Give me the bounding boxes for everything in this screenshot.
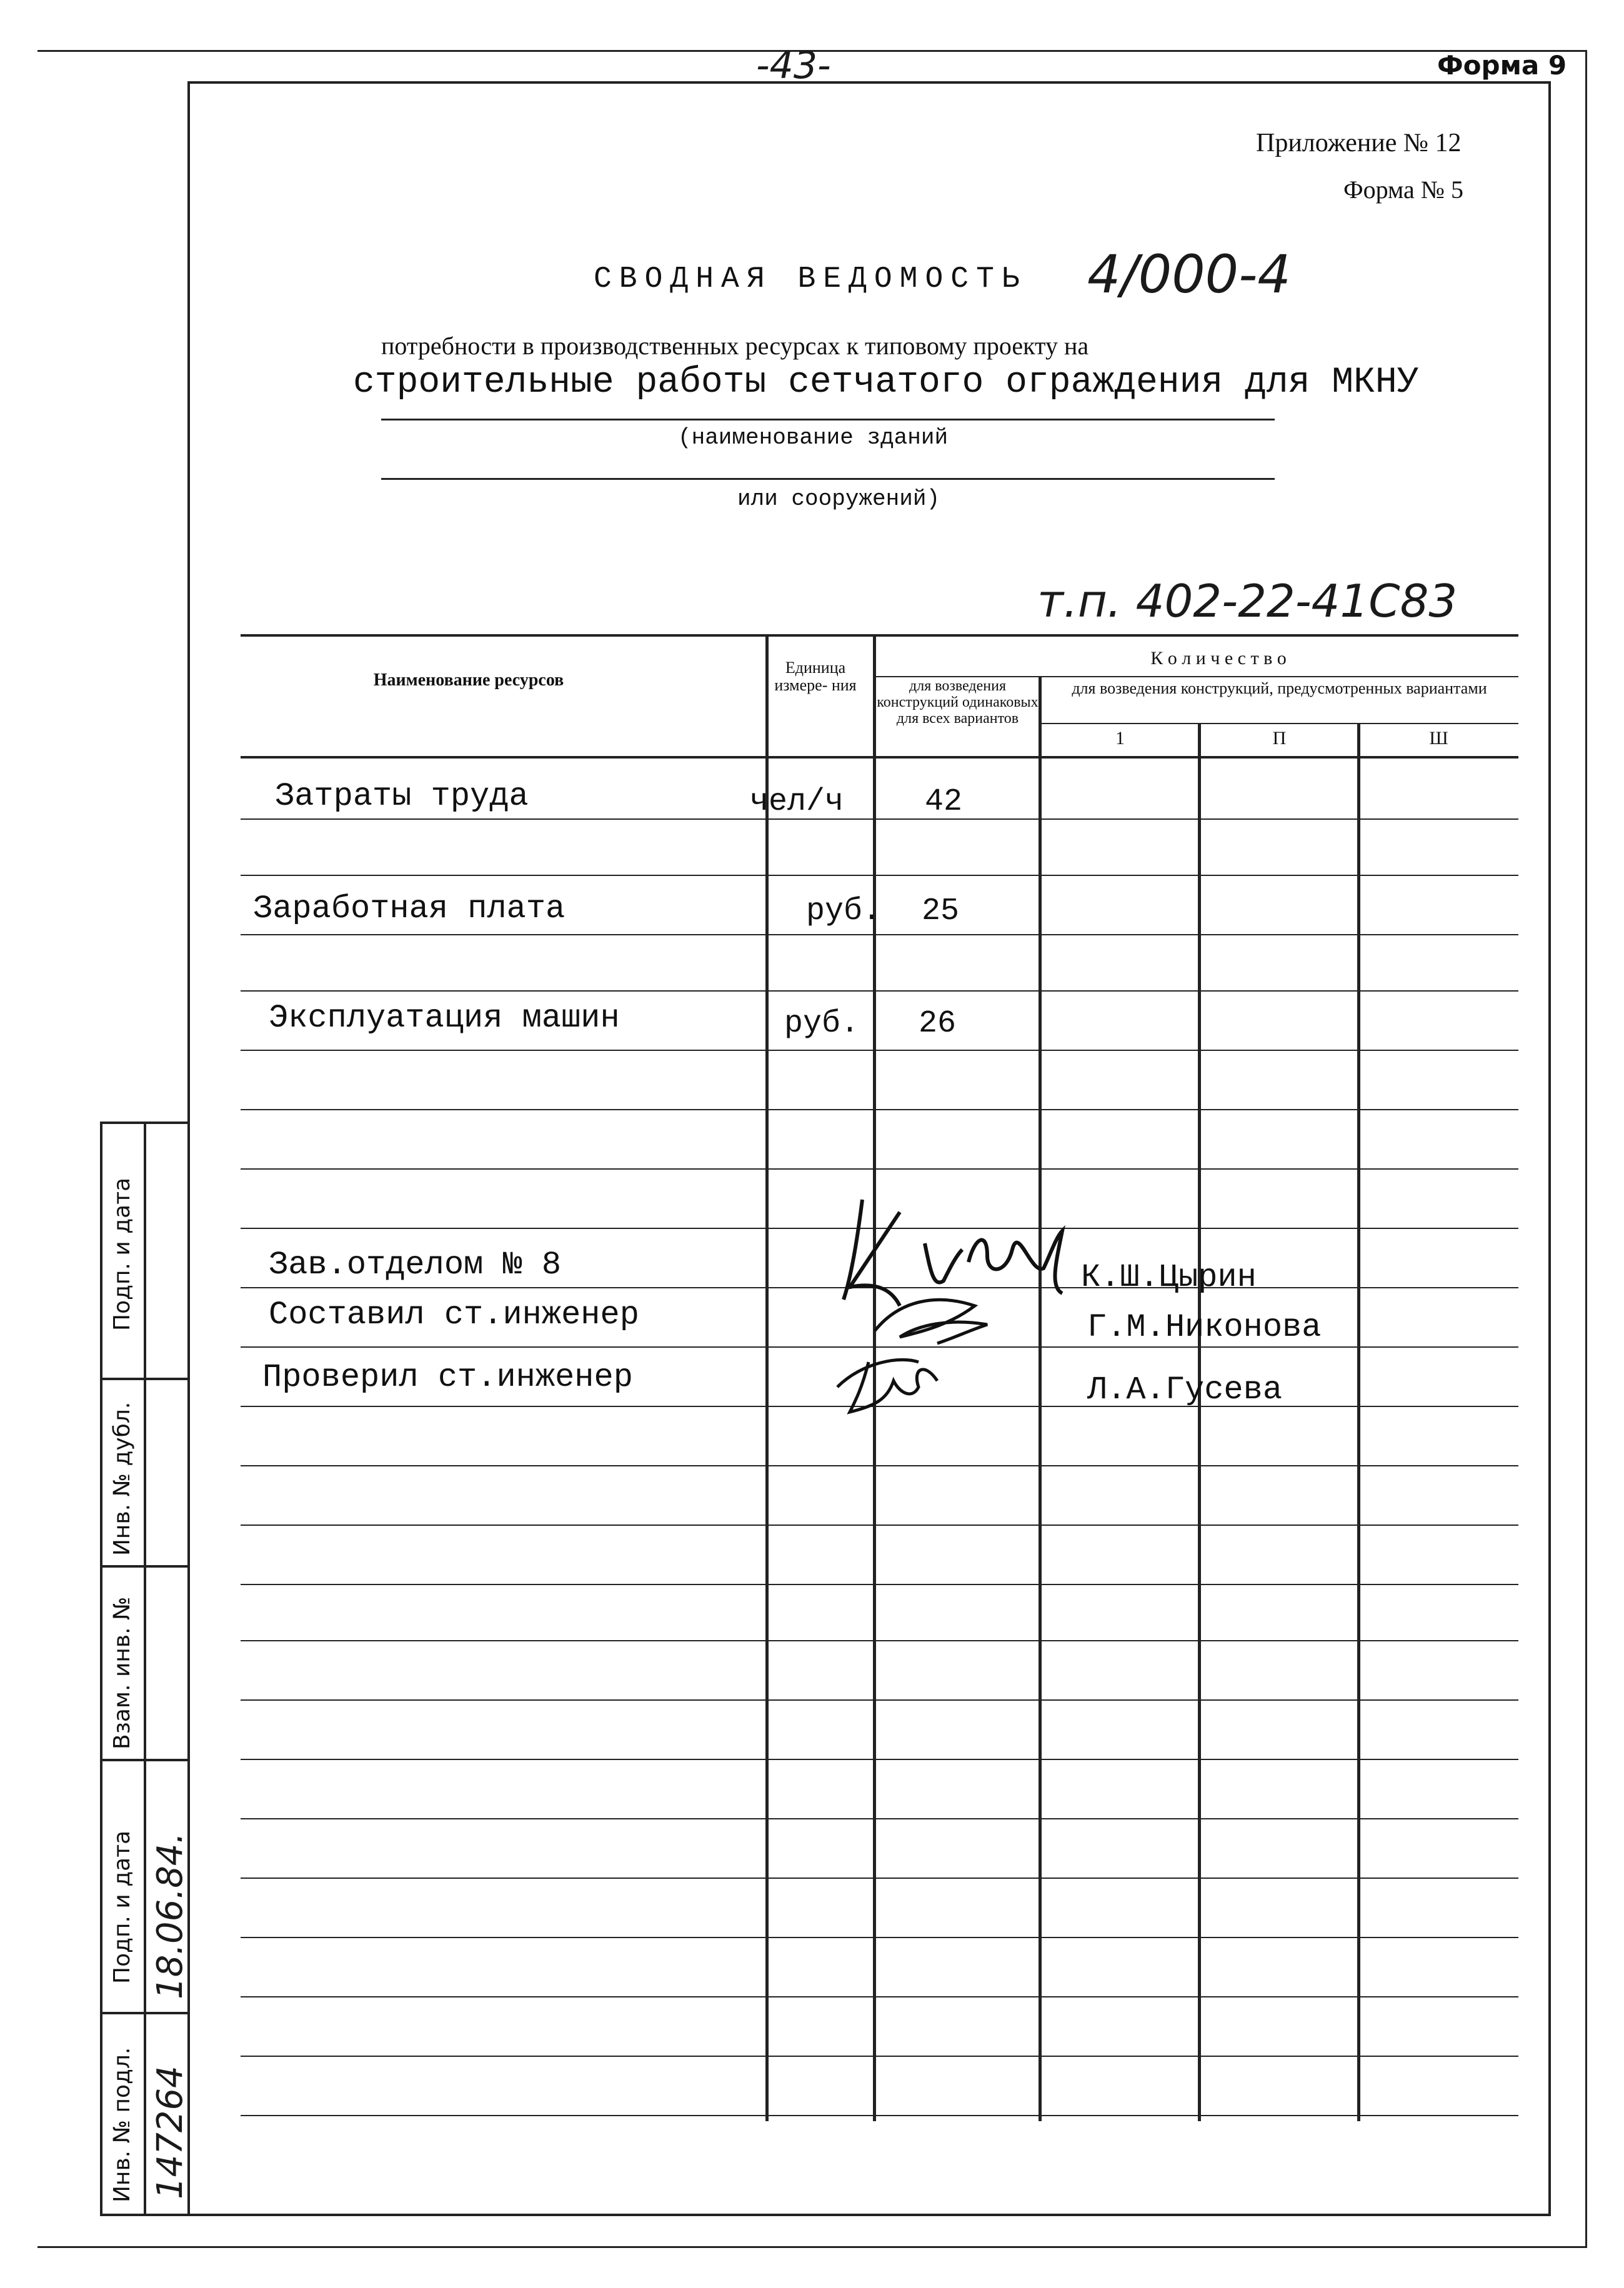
- row-2-value: 25: [922, 893, 960, 929]
- stamp-left-line: [100, 1122, 102, 2216]
- stamp-inv-handwritten: 147264: [150, 2066, 191, 2199]
- row-1-name: Затраты труда: [275, 778, 529, 815]
- stamp-sep-1: [100, 1378, 190, 1380]
- table-row-line: [241, 1996, 1518, 1997]
- stamp-sep-3: [100, 1759, 190, 1761]
- table-row-line: [241, 1050, 1518, 1051]
- stamp-date-handwritten: 18.06.84.: [150, 1832, 191, 1999]
- table-row-line: [241, 818, 1518, 820]
- col-line-v2: [1198, 723, 1201, 2121]
- stamp-sep-2: [100, 1565, 190, 1568]
- stamp-top-line: [100, 1122, 190, 1124]
- outer-right-line: [1585, 50, 1587, 2248]
- signature-3-scribble: [837, 1360, 937, 1412]
- header-resource-name: Наименование ресурсов: [373, 670, 564, 690]
- signature-1-scribble: [844, 1200, 1062, 1306]
- table-row-line: [241, 1525, 1518, 1526]
- stamp-inv-dubl: Инв. № дубл.: [109, 1401, 135, 1556]
- table-row-line: [241, 1759, 1518, 1760]
- stamp-inv-podl: Инв. № подл.: [109, 2047, 135, 2202]
- header-all-variants: для возведения конструкций одинаковых для всех вариантов: [877, 678, 1039, 727]
- header-variant-1: 1: [1115, 728, 1125, 749]
- form-number: Форма № 5: [1343, 176, 1463, 204]
- title-handwritten-number: 4/000-4: [1087, 244, 1291, 305]
- stamp-sep-4: [100, 2012, 190, 2014]
- page-number: -43-: [756, 44, 831, 87]
- sig-1-name: К.Ш.Цырин: [1081, 1259, 1257, 1296]
- quantity-divider: [875, 676, 1518, 677]
- outer-bottom-line: [37, 2246, 1587, 2248]
- stamp-podp-data-2: Подп. и дата: [109, 1830, 135, 1984]
- table-top-line: [241, 634, 1518, 637]
- frame-top-line: [187, 81, 1550, 84]
- signature-2-scribble: [875, 1300, 987, 1343]
- table-row-line: [241, 1878, 1518, 1879]
- table-row-line: [241, 1818, 1518, 1819]
- row-3-unit: руб.: [784, 1006, 860, 1042]
- stamp-podp-data-1: Подп. и дата: [109, 1177, 135, 1331]
- table-row-line: [241, 1168, 1518, 1170]
- table-row-line: [241, 875, 1518, 876]
- table-row-line: [241, 2115, 1518, 2116]
- table-row-line: [241, 934, 1518, 935]
- table-row-line: [241, 1109, 1518, 1110]
- header-unit: Единица измере- ния: [774, 659, 857, 694]
- table-row-line: [241, 1640, 1518, 1641]
- caption-underline: [381, 478, 1275, 480]
- col-line-unit: [765, 634, 769, 2121]
- sig-1-role: Зав.отделом № 8: [269, 1246, 562, 1283]
- header-variant-2: П: [1272, 728, 1287, 749]
- header-quantity: К о л и ч е с т в о: [1150, 648, 1287, 669]
- sig-2-name: Г.М.Никонова: [1087, 1309, 1322, 1346]
- variants-divider: [1040, 723, 1518, 724]
- row-3-value: 26: [919, 1006, 957, 1042]
- table-row-line: [241, 1584, 1518, 1585]
- project-name: строительные работы сетчатого ограждения для МКНУ: [353, 362, 1419, 403]
- caption-structures: или сооружений): [737, 486, 940, 512]
- row-2-unit: руб.: [806, 893, 882, 929]
- table-row-line: [241, 1937, 1518, 1938]
- row-2-name: Заработная плата: [253, 890, 565, 927]
- forma-top: Форма 9: [1437, 50, 1567, 81]
- sig-3-name: Л.А.Гусева: [1087, 1371, 1283, 1408]
- signature-scribbles: [825, 1175, 1125, 1437]
- header-variants: для возведения конструкций, предусмотренных вариантами: [1072, 679, 1487, 697]
- frame-bottom-line: [100, 2214, 1551, 2216]
- appendix-label: Приложение № 12: [1256, 129, 1462, 157]
- project-underline: [381, 419, 1275, 420]
- project-code: т.п. 402-22-41С83: [1037, 575, 1458, 627]
- table-row-line: [241, 990, 1518, 992]
- caption-buildings: (наименование зданий: [678, 425, 949, 450]
- table-row-line: [241, 2056, 1518, 2057]
- table-row-line: [241, 1465, 1518, 1466]
- subtitle: потребности в производственных ресурсах к типовому проекту на: [381, 332, 1089, 360]
- row-3-name: Эксплуатация машин: [269, 1000, 620, 1037]
- col-line-v3: [1357, 723, 1360, 2121]
- frame-right-line: [1548, 81, 1551, 2215]
- stamp-vzam-inv: Взам. инв. №: [109, 1596, 135, 1749]
- table-row-line: [241, 1699, 1518, 1701]
- stamp-mid-line: [144, 1122, 146, 2216]
- sig-2-role: Составил ст.инженер: [269, 1296, 639, 1333]
- header-variant-3: Ш: [1429, 728, 1448, 749]
- row-1-value: 42: [925, 784, 963, 820]
- sig-3-role: Проверил ст.инженер: [262, 1359, 633, 1396]
- row-1-unit: чел/ч: [750, 784, 844, 820]
- document-title: СВОДНАЯ ВЕДОМОСТЬ: [594, 262, 1027, 296]
- table-header-bottom-line: [241, 756, 1518, 759]
